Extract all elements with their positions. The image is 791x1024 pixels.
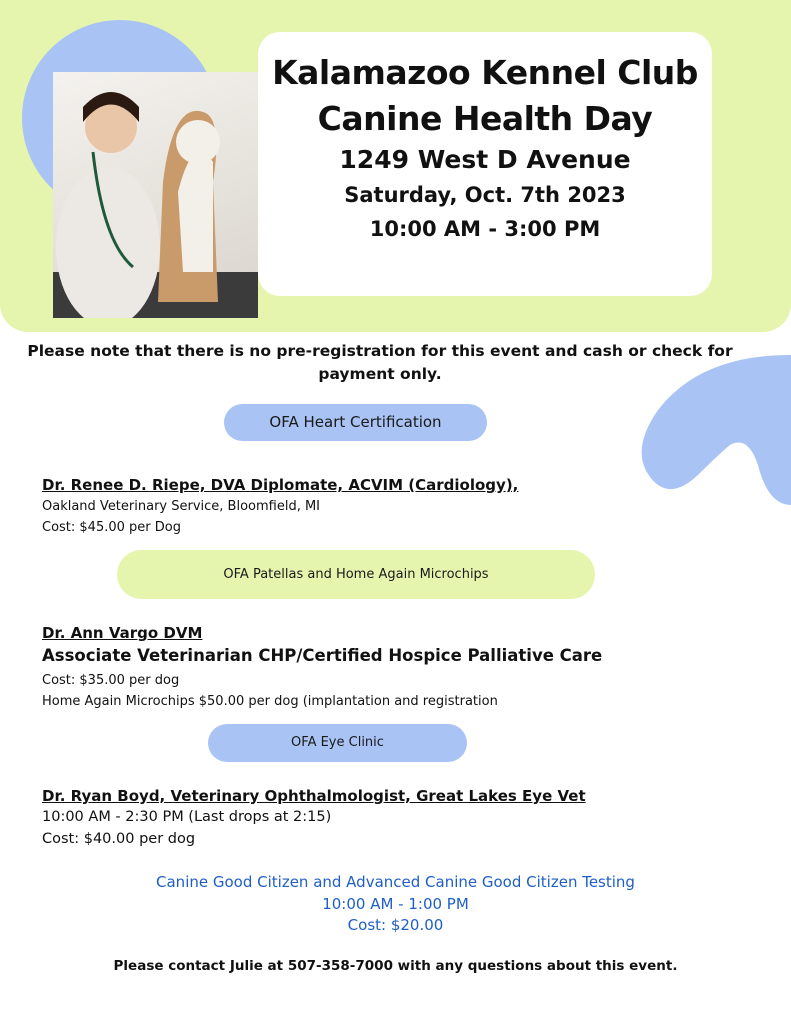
cgc-title: Canine Good Citizen and Advanced Canine Good Citizen Testing [156, 873, 635, 891]
doctor-name: Dr. Ryan Boyd, Veterinary Ophthalmologist, Great Lakes Eye Vet [42, 787, 586, 805]
payment-note: Please note that there is no pre-registration for this event and cash or check for payment only. [27, 342, 733, 383]
detail-line: Cost: $35.00 per dog [42, 673, 180, 688]
cgc-section [0, 872, 791, 937]
detail-line: Home Again Microchips $50.00 per dog (implantation and registration [42, 694, 498, 709]
doctor-name: Dr. Ann Vargo DVM [42, 624, 203, 642]
event-title-line1: Kalamazoo Kennel Club [272, 53, 698, 92]
event-title-line2: Canine Health Day [317, 99, 653, 138]
cgc-time: 10:00 AM - 1:00 PM [322, 894, 469, 913]
section-heart [42, 476, 518, 538]
event-address: 1249 West D Avenue [339, 145, 631, 174]
event-time: 10:00 AM - 3:00 PM [369, 217, 601, 241]
section-pill-patellas: OFA Patellas and Home Again Microchips [117, 550, 595, 599]
section-patellas [42, 624, 602, 712]
event-title-card [258, 32, 712, 296]
detail-line: Oakland Veterinary Service, Bloomfield, MI [42, 499, 321, 514]
detail-line: Cost: $45.00 per Dog [42, 520, 181, 535]
detail-line: Cost: $40.00 per dog [42, 831, 196, 847]
section-eye [42, 787, 586, 850]
section-pill-eye: OFA Eye Clinic [208, 724, 467, 762]
cgc-cost: Cost: $20.00 [347, 916, 444, 934]
doctor-name: Dr. Renee D. Riepe, DVA Diplomate, ACVIM (Cardiology), [42, 476, 519, 494]
detail-line: 10:00 AM - 2:30 PM (Last drops at 2:15) [42, 809, 332, 825]
event-date: Saturday, Oct. 7th 2023 [344, 183, 626, 207]
vet-with-dog-photo [53, 72, 258, 318]
section-pill-heart: OFA Heart Certification [224, 404, 487, 441]
contact-info: Please contact Julie at 507-358-7000 with any questions about this event. [113, 958, 678, 974]
doctor-title: Associate Veterinarian CHP/Certified Hospice Palliative Care [42, 646, 603, 665]
